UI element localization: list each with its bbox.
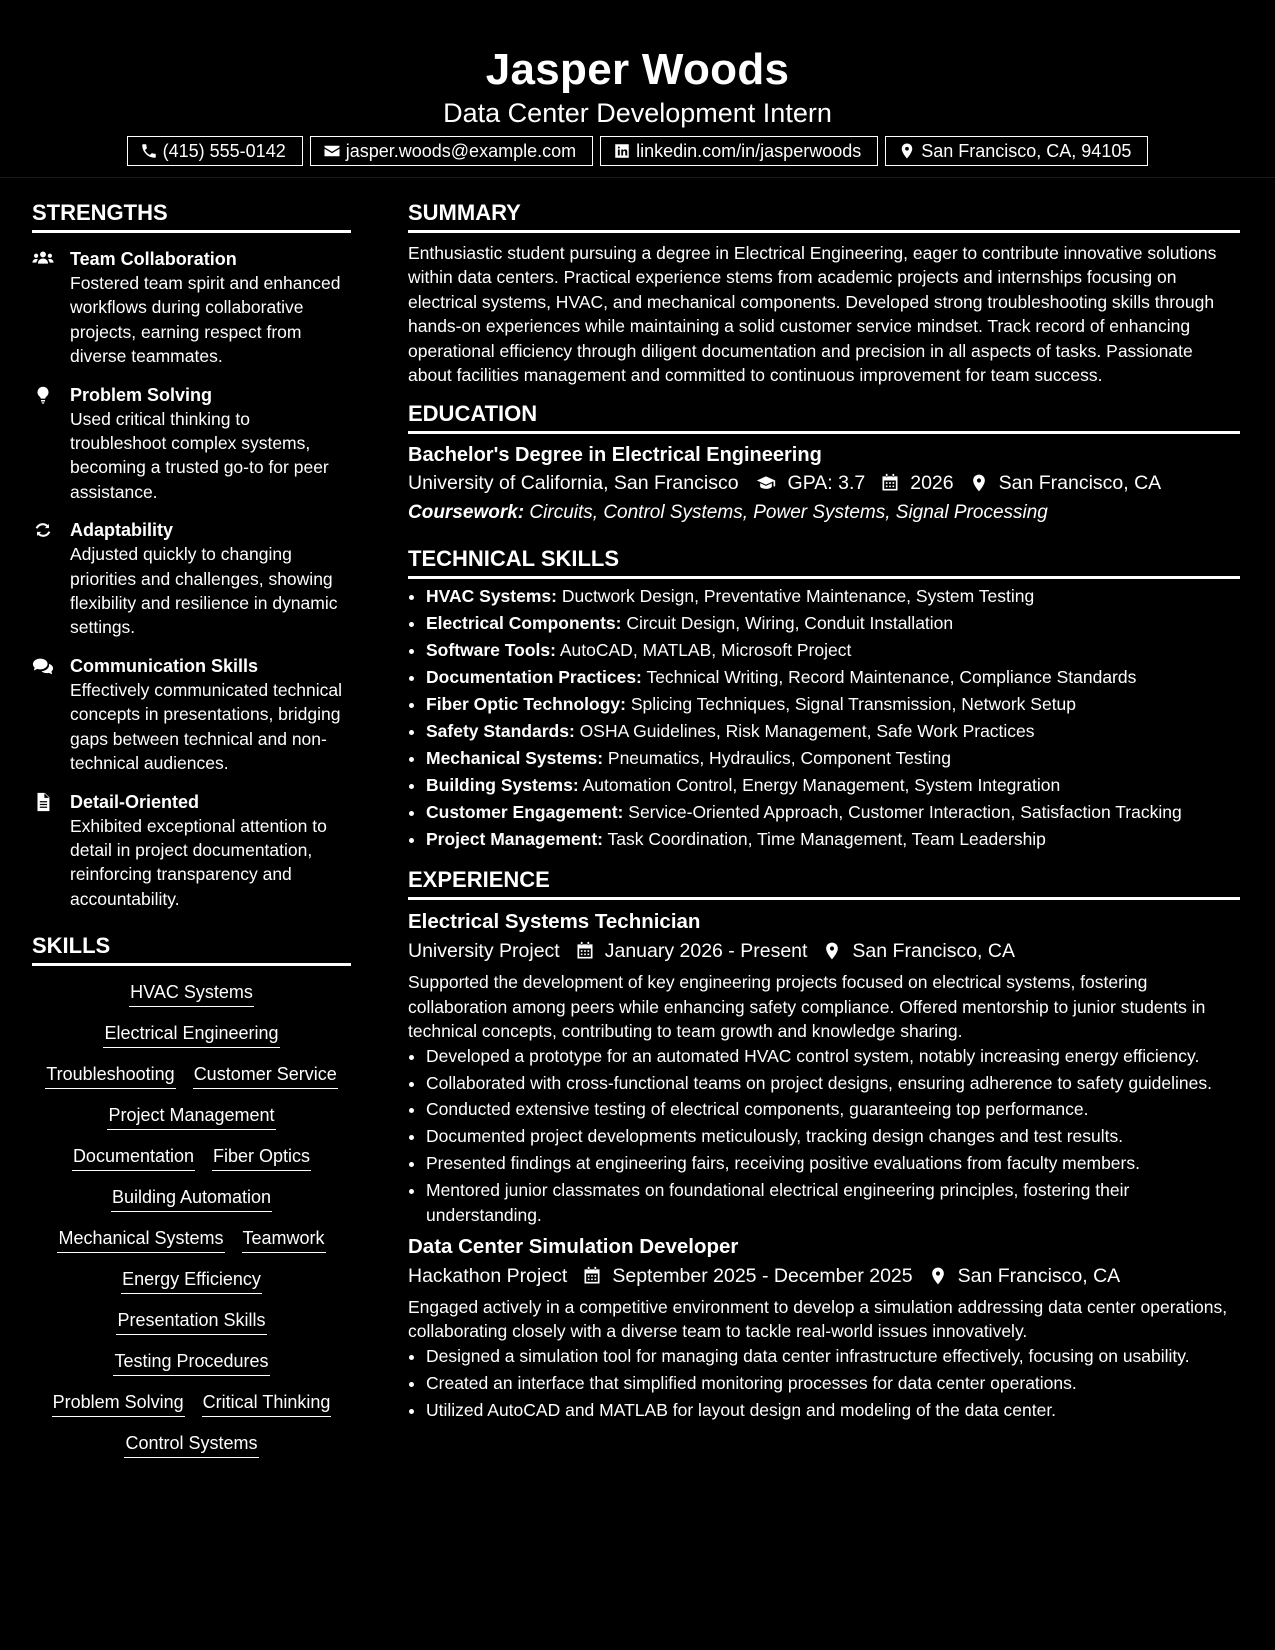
- job-dates: January 2026 - Present: [604, 940, 808, 963]
- strength-desc: Exhibited exceptional attention to detail in project documentation, reinforcing transparency and accountability.: [70, 815, 327, 909]
- contact-email[interactable]: [310, 136, 593, 166]
- list-item: • Collaborated with cross-functional teams on project designs, ensuring adherence to safety guidelines.: [426, 1071, 1240, 1095]
- location-text: San Francisco, CA, 94105: [921, 140, 1132, 161]
- degree-title: Bachelor's Degree in Electrical Engineering: [408, 444, 822, 467]
- list-item: • Conducted extensive testing of electrical components, guaranteeing top performance.: [426, 1097, 1240, 1121]
- strength-name: Communication Skills: [70, 655, 259, 676]
- map-marker-icon: [822, 941, 842, 961]
- list-item: • Customer Engagement: Service-Oriented Approach, Customer Interaction, Satisfaction Tracking: [426, 799, 1240, 826]
- strength-item: [32, 654, 351, 776]
- skill-tag: Building Automation: [111, 1186, 272, 1212]
- school-location: San Francisco, CA: [998, 472, 1162, 495]
- job-entry: [408, 908, 1240, 1227]
- list-item: • Created an interface that simplified monitoring processes for data center operations.: [426, 1371, 1240, 1395]
- contact-phone[interactable]: [127, 136, 303, 166]
- linkedin-icon: [613, 142, 631, 160]
- skill-tag: Fiber Optics: [212, 1145, 311, 1171]
- experience-title: EXPERIENCE: [408, 865, 1240, 900]
- list-item: • Developed a prototype for an automated HVAC control system, notably increasing energy efficiency.: [426, 1044, 1240, 1068]
- graduation-year: 2026: [910, 472, 954, 495]
- technical-skills-list: [408, 583, 1240, 853]
- lightbulb-icon: [32, 385, 54, 405]
- list-item: • Building Systems: Automation Control, Energy Management, System Integration: [426, 772, 1240, 799]
- contact-location: [885, 136, 1148, 166]
- gpa-text: GPA: 3.7: [787, 472, 866, 495]
- job-bullets: [408, 1344, 1240, 1422]
- summary-title: SUMMARY: [408, 198, 1240, 233]
- sync-icon: [32, 520, 54, 540]
- strength-item: [32, 383, 351, 505]
- education-meta: [408, 468, 1240, 498]
- list-item: • Mechanical Systems: Pneumatics, Hydraulics, Component Testing: [426, 745, 1240, 772]
- skill-tag: Documentation: [72, 1145, 195, 1171]
- skills-title: SKILLS: [32, 931, 351, 966]
- calendar-icon: [575, 941, 595, 961]
- skill-tag: Mechanical Systems: [57, 1227, 224, 1253]
- job-dates: September 2025 - December 2025: [612, 1265, 913, 1287]
- education-title: EDUCATION: [408, 399, 1240, 434]
- map-marker-icon: [928, 1266, 948, 1286]
- list-item: • Documentation Practices: Technical Writing, Record Maintenance, Compliance Standards: [426, 664, 1240, 691]
- envelope-icon: [323, 142, 341, 160]
- job-title: Data Center Simulation Developer: [408, 1235, 739, 1258]
- comments-icon: [32, 656, 54, 676]
- skill-tag: Problem Solving: [52, 1391, 185, 1417]
- coursework: [408, 498, 1240, 528]
- skill-tag: Critical Thinking: [202, 1391, 332, 1417]
- candidate-title: Data Center Development Intern: [443, 98, 832, 128]
- skill-tag: Energy Efficiency: [121, 1268, 262, 1294]
- strength-desc: Fostered team spirit and enhanced workflows during collaborative projects, earning respect from diverse teammates.: [70, 273, 341, 367]
- job-org: Hackathon Project: [408, 1265, 568, 1287]
- list-item: • Designed a simulation tool for managing data center infrastructure effectively, focusing on usability.: [426, 1344, 1240, 1368]
- coursework-label: Coursework:: [408, 502, 525, 524]
- skills-list: [32, 981, 351, 1458]
- job-meta: [408, 936, 1240, 966]
- contact-bar: [0, 136, 1275, 166]
- graduation-cap-icon: [754, 473, 778, 493]
- skill-tag: Testing Procedures: [113, 1350, 269, 1376]
- resume-header: [0, 0, 1275, 178]
- right-column: [408, 198, 1240, 1425]
- strength-desc: Effectively communicated technical concepts in presentations, bridging gaps between technical and non-technical audiences.: [70, 679, 343, 774]
- left-column: [32, 198, 351, 1458]
- strength-name: Problem Solving: [70, 384, 213, 405]
- job-title: Electrical Systems Technician: [408, 910, 701, 934]
- job-summary: Supported the development of key engineering projects focused on electrical systems, fostering collaboration among peers while enhancing safety compliance. Offered mentorship to junior students in technical concepts, contributing to team growth and knowledge sharing.: [408, 972, 1206, 1042]
- file-icon: [32, 792, 54, 812]
- list-item: • HVAC Systems: Ductwork Design, Preventative Maintenance, System Testing: [426, 583, 1240, 610]
- strength-item: [32, 247, 351, 369]
- list-item: • Utilized AutoCAD and MATLAB for layout design and modeling of the data center.: [426, 1398, 1240, 1422]
- summary-text: Enthusiastic student pursuing a degree in Electrical Engineering, eager to contribute innovative solutions within data centers. Practical experience stems from academic projects and internships focusing on electrical systems, HVAC, and mechanical components. Developed strong troubleshooting skills through hands-on experiences while maintaining a solid customer service mindset. Track record of enhancing operational efficiency through diligent documentation and precision in all aspects of tasks. Passionate about facilities management and committed to continuous improvement for team success.: [408, 243, 1217, 386]
- skill-tag: Presentation Skills: [116, 1309, 266, 1335]
- strength-desc: Adjusted quickly to changing priorities and challenges, showing flexibility and resilience in dynamic settings.: [70, 544, 338, 638]
- strength-item: [32, 518, 351, 640]
- strength-item: [32, 790, 351, 912]
- linkedin-text: linkedin.com/in/jasperwoods: [636, 140, 862, 161]
- skill-tag: Customer Service: [193, 1063, 338, 1089]
- map-marker-icon: [898, 142, 916, 160]
- users-icon: [32, 249, 54, 269]
- strength-name: Adaptability: [70, 520, 174, 541]
- strengths-title: STRENGTHS: [32, 198, 351, 233]
- list-item: • Documented project developments meticulously, tracking design changes and test results.: [426, 1124, 1240, 1148]
- job-location: San Francisco, CA: [957, 1265, 1121, 1287]
- list-item: • Electrical Components: Circuit Design, Wiring, Conduit Installation: [426, 610, 1240, 637]
- calendar-icon: [880, 473, 900, 493]
- job-summary: Engaged actively in a competitive environment to develop a simulation addressing data center operations, collaborating closely with a diverse team to tackle real-world issues innovatively.: [408, 1297, 1228, 1342]
- technical-skills-title: TECHNICAL SKILLS: [408, 544, 1240, 579]
- skill-tag: HVAC Systems: [129, 981, 254, 1007]
- list-item: • Safety Standards: OSHA Guidelines, Risk Management, Safe Work Practices: [426, 718, 1240, 745]
- phone-icon: [140, 142, 158, 160]
- skill-tag: Troubleshooting: [45, 1063, 175, 1089]
- list-item: • Fiber Optic Technology: Splicing Techniques, Signal Transmission, Network Setup: [426, 691, 1240, 718]
- strength-name: Team Collaboration: [70, 249, 237, 269]
- phone-text: (415) 555-0142: [162, 140, 286, 161]
- skill-tag: Project Management: [107, 1104, 275, 1130]
- job-entry: [408, 1233, 1240, 1422]
- calendar-icon: [582, 1266, 602, 1286]
- skill-tag: Control Systems: [124, 1432, 258, 1458]
- email-text: jasper.woods@example.com: [345, 140, 577, 161]
- map-marker-icon: [969, 473, 989, 493]
- job-org: University Project: [408, 940, 560, 963]
- school-name: University of California, San Francisco: [408, 472, 739, 495]
- skill-tag: Electrical Engineering: [103, 1022, 279, 1048]
- list-item: • Mentored junior classmates on foundational electrical engineering principles, fostering their understanding.: [426, 1178, 1240, 1227]
- list-item: • Presented findings at engineering fairs, receiving positive evaluations from faculty members.: [426, 1151, 1240, 1175]
- list-item: • Software Tools: AutoCAD, MATLAB, Microsoft Project: [426, 637, 1240, 664]
- strength-name: Detail-Oriented: [70, 791, 200, 812]
- job-meta: [408, 1261, 1240, 1291]
- job-location: San Francisco, CA: [852, 940, 1015, 963]
- strength-desc: Used critical thinking to troubleshoot complex systems, becoming a trusted go-to for peer assistance.: [70, 408, 329, 502]
- job-bullets: [408, 1044, 1240, 1227]
- coursework-list: Circuits, Control Systems, Power Systems, Signal Processing: [529, 502, 1048, 524]
- candidate-name: Jasper Woods: [485, 45, 790, 94]
- contact-linkedin[interactable]: [600, 136, 878, 166]
- list-item: • Project Management: Task Coordination, Time Management, Team Leadership: [426, 826, 1240, 853]
- skill-tag: Teamwork: [242, 1227, 326, 1253]
